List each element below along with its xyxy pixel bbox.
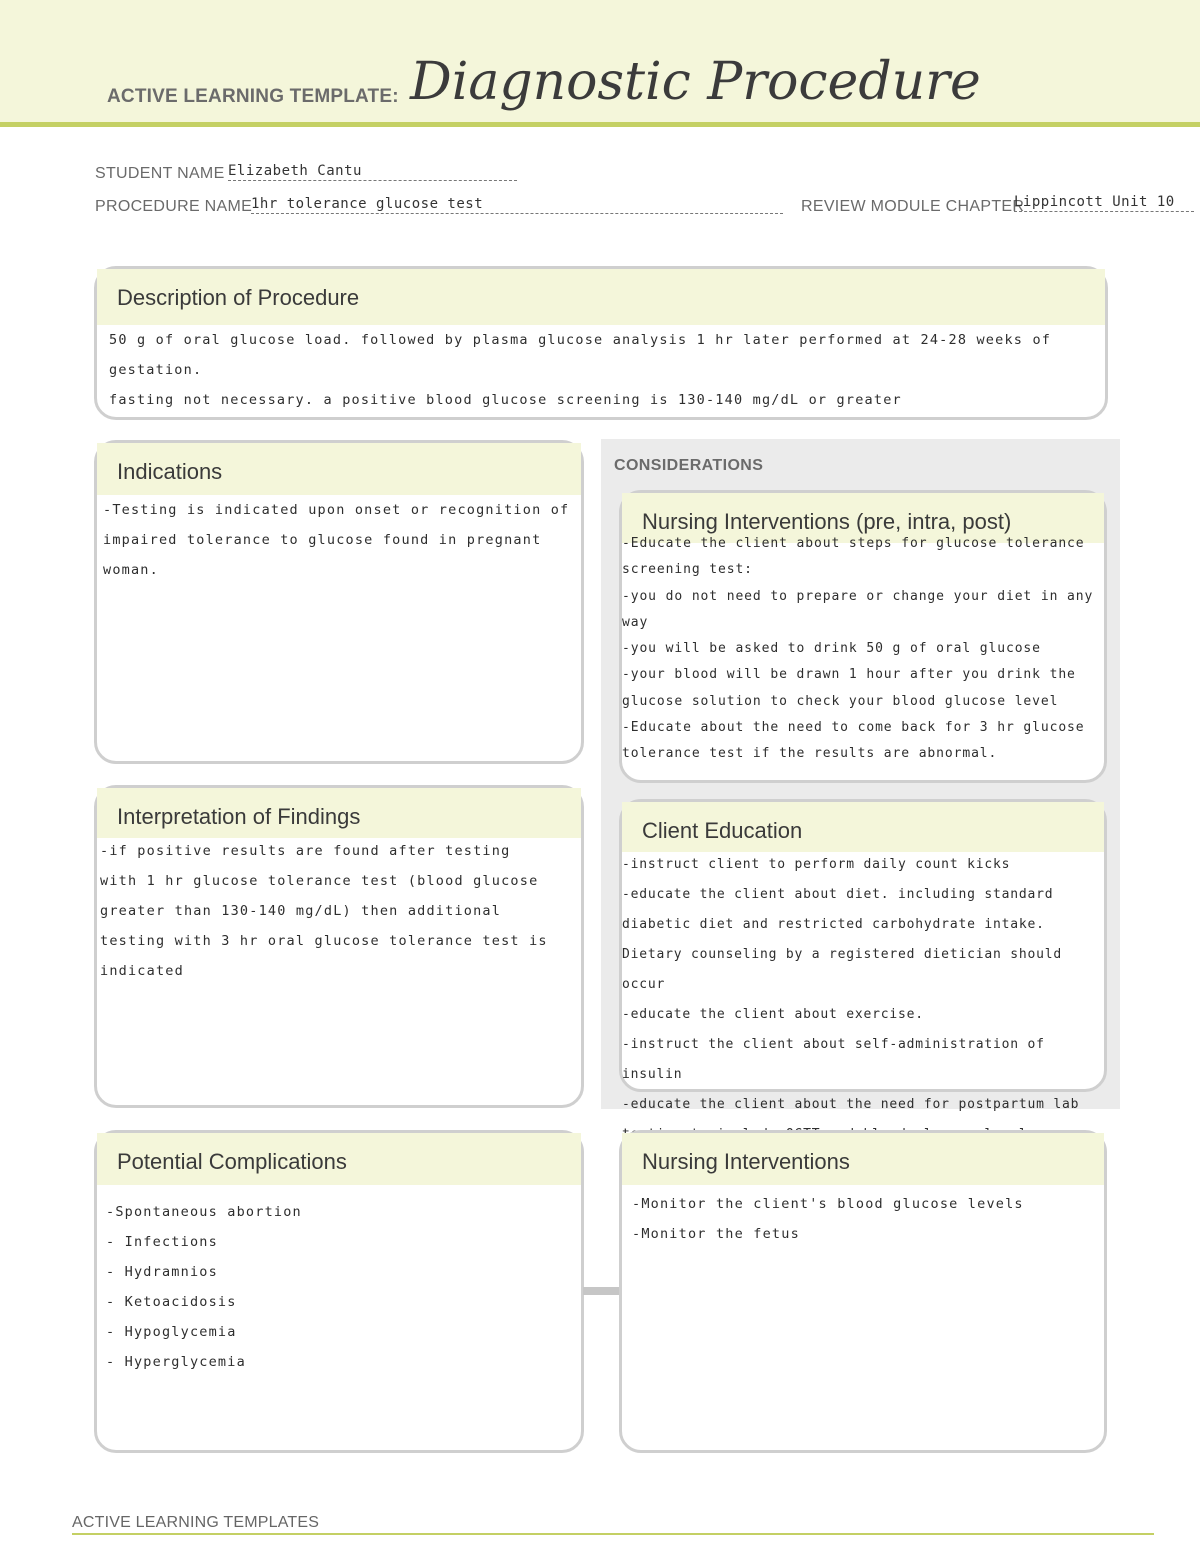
- client-education-heading: Client Education: [622, 802, 1104, 852]
- nursing-interventions-pip-heading: Nursing Interventions (pre, intra, post): [622, 493, 1104, 543]
- complications-heading: Potential Complications: [97, 1133, 581, 1185]
- review-module-field[interactable]: Lippincott Unit 10: [1014, 194, 1194, 212]
- complications-text[interactable]: -Spontaneous abortion - Infections - Hydramnios - Ketoacidosis - Hypoglycemia - Hyperglycemia: [106, 1204, 302, 1370]
- template-label: ACTIVE LEARNING TEMPLATE:: [107, 86, 399, 107]
- indications-heading: Indications: [97, 443, 581, 495]
- page-title: Diagnostic Procedure: [410, 52, 981, 112]
- interpretation-heading: Interpretation of Findings: [97, 788, 581, 838]
- indications-text[interactable]: -Testing is indicated upon onset or recognition of impaired tolerance to glucose found in pregnant woman.: [103, 502, 570, 578]
- description-heading: Description of Procedure: [97, 269, 1105, 325]
- footer-label: ACTIVE LEARNING TEMPLATES: [72, 1514, 320, 1531]
- description-text[interactable]: 50 g of oral glucose load. followed by plasma glucose analysis 1 hr later performed at 24-28 weeks of gestation. fasting not necessary. a positive blood glucose screening is 130-140 mg/dL or greater: [109, 332, 1052, 408]
- indications-box: [94, 440, 584, 764]
- nursing-interventions-heading: Nursing Interventions: [622, 1133, 1104, 1185]
- student-name-label: STUDENT NAME: [95, 165, 225, 182]
- student-name-field[interactable]: Elizabeth Cantu: [228, 163, 517, 181]
- header-divider: [0, 122, 1200, 127]
- client-education-text[interactable]: -instruct client to perform daily count kicks -educate the client about diet. including standard diabetic diet and restricted carbohydrate intake. Dietary counseling by a registered dietician should occur -educate the client about exercise. -instruct the client about self-administration of insulin -educate the client about the need for postpartum lab: [622, 857, 1080, 1112]
- nursing-interventions-text[interactable]: -Monitor the client's blood glucose levels -Monitor the fetus: [632, 1196, 1024, 1242]
- considerations-label: CONSIDERATIONS: [614, 457, 764, 474]
- interpretation-box: [94, 785, 584, 1108]
- procedure-name-field[interactable]: 1hr tolerance glucose test: [251, 196, 783, 214]
- footer-divider: [72, 1533, 1154, 1535]
- client-education-box: [619, 799, 1107, 1112]
- description-box: [94, 266, 1108, 420]
- connector-bar: [583, 1287, 620, 1295]
- nursing-interventions-pip-text[interactable]: -Educate the client about steps for glucose tolerance screening test: -you do not need to prepare or change your diet in any way -you will be asked to drink 50 g of oral glucose -your blood will be drawn 1 hour after you drink the glucose solution to check your blood glucose level -Educate about the need to come back for 3 hr glucose tolerance test if the results are abnormal.: [622, 536, 1094, 762]
- review-module-label: REVIEW MODULE CHAPTER: [801, 198, 1025, 215]
- procedure-name-label: PROCEDURE NAME: [95, 198, 253, 215]
- nursing-interventions-box: [619, 1130, 1107, 1453]
- complications-box: [94, 1130, 584, 1453]
- nursing-interventions-pip-box: [619, 490, 1107, 783]
- interpretation-text[interactable]: -if positive results are found after testing with 1 hr glucose tolerance test (blood glucose greater than 130-140 mg/dL) then additional testing with 3 hr oral glucose tolerance test is indicated: [100, 843, 548, 979]
